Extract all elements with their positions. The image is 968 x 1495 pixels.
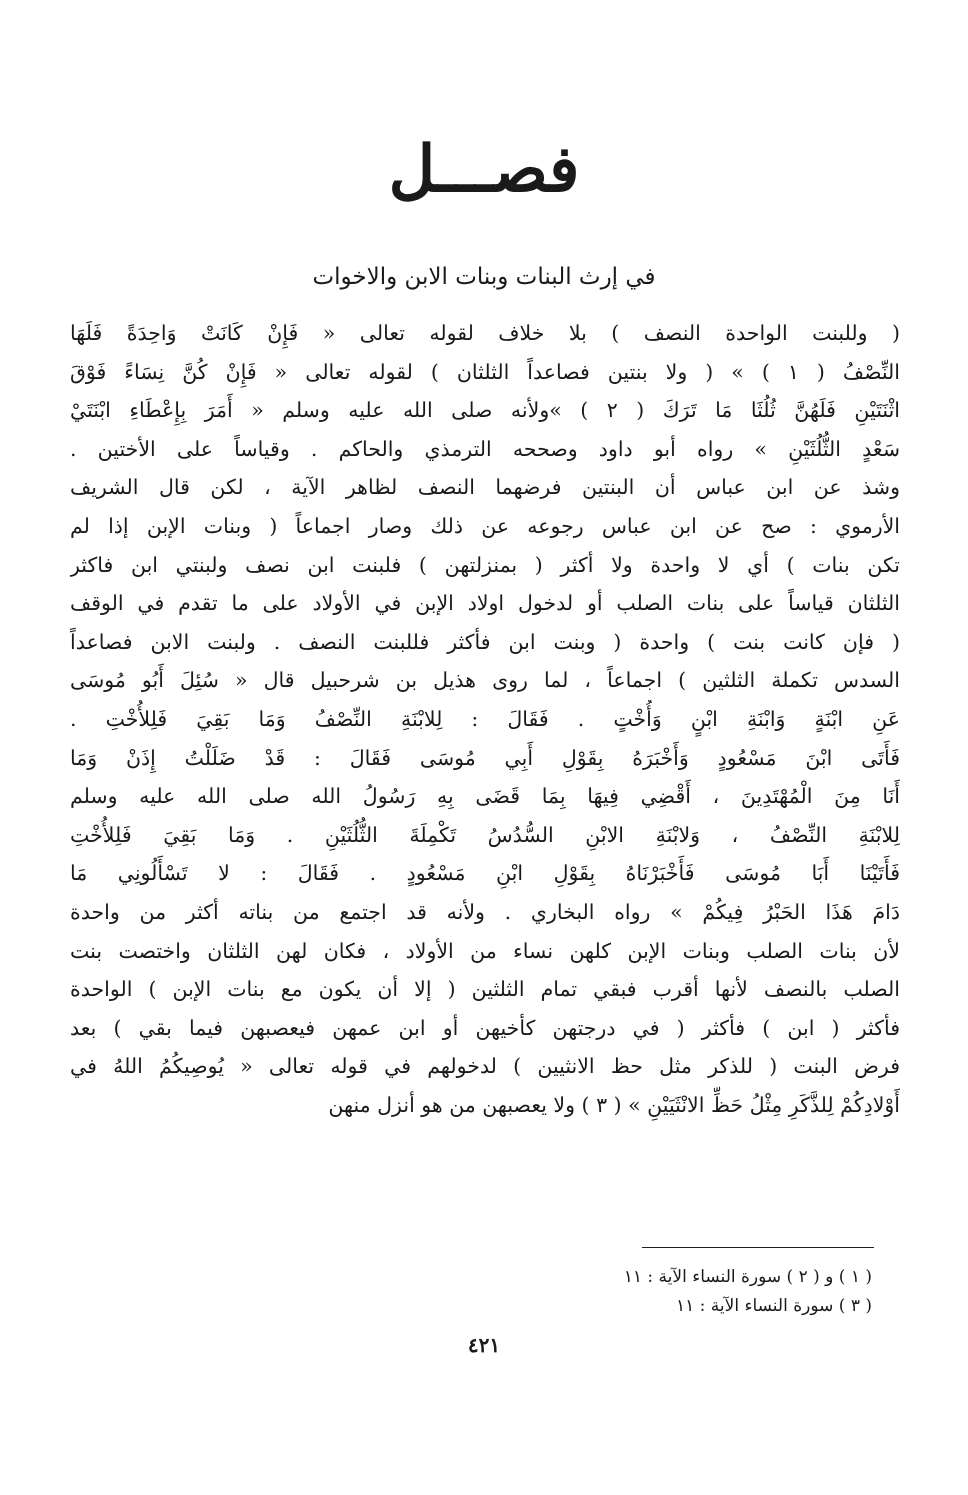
body-line: ( وللبنت الواحدة النصف ) بلا خلاف لقوله تعالى « فَإِنْ كَانَتْ وَاحِدَةً فَلَهَا (70, 321, 900, 345)
body-line: الصلب بالنصف لأنها أقرب فبقي تمام الثلثين ( إلا أن يكون مع بنات الإبن ) الواحدة (70, 977, 900, 1002)
body-text (70, 314, 900, 1124)
body-line: النِّصْفُ ( ١ ) » ( ولا بنتين فصاعداً الثلثان ) لقوله تعالى « فَإِنْ كُنَّ نِسَاءً فَوْقَ (70, 359, 900, 384)
chapter-title: فصـــل (388, 132, 580, 207)
footnotes (560, 1263, 872, 1321)
body-line: فأكثر ( ابن ) فأكثر ( في درجتهن كأخيهن أو ابن عمهن فيعصبهن فيما بقي ) بعد (70, 1015, 900, 1040)
footnote-divider (642, 1247, 874, 1248)
body-line: وشذ عن ابن عباس أن البنتين فرضهما النصف لظاهر الآية ، لكن قال الشريف (70, 475, 900, 500)
body-line: فرض البنت ( للذكر مثل حظ الانثيين ) لدخولهم في قوله تعالى « يُوصِيكُمُ اللهُ في (70, 1054, 900, 1079)
body-line: لأن بنات الصلب وبنات الإبن كلهن نساء من الأولاد ، فكان لهن الثلثان واختصت بنت (70, 938, 900, 963)
body-line: دَامَ هَذَا الحَبْرُ فِيكُمْ » رواه البخاري . ولأنه قد اجتمع من بناته أكثر من واحدة (70, 899, 900, 924)
body-line: تكن بنات ) أي لا واحدة ولا أكثر ( بمنزلتهن ) فلبنت ابن نصف ولبنتي ابن فاكثر (70, 552, 900, 577)
body-line: السدس تكملة الثلثين ) اجماعاً ، لما روى هذيل بن شرحبيل قال « سُئِلَ أَبُو مُوسَى (70, 668, 900, 693)
body-line: الثلثان قياساً على بنات الصلب أو لدخول اولاد الإبن في الأولاد على ما تقدم في الوقف (70, 591, 900, 616)
body-line: فَأَتَى ابْنَ مَسْعُودٍ وَأَخْبَرَهُ بِقَوْلِ أَبِي مُوسَى فَقَالَ : قَدْ ضَلَلْتُ إِذَنْ وَمَا (70, 745, 900, 770)
body-line: اثْنَتَيْنِ فَلَهُنَّ ثُلُثَا مَا تَرَكَ ( ٢ ) »ولأنه صلى الله عليه وسلم « أَمَرَ بِإِعْطَاءِ ابْنَتَيْ (70, 398, 900, 423)
body-line: أَنَا مِنَ الْمُهْتَدِينَ ، أَقْضِي فِيهَا بِمَا قَضَى بِهِ رَسُولُ الله صلى الله عليه وسلم (70, 784, 900, 809)
body-line: ( فإن كانت بنت ) واحدة ( وبنت ابن فأكثر فللبنت النصف . ولبنت الابن فصاعداً (70, 629, 900, 654)
body-line: سَعْدٍ الثُّلُثَيْنِ » رواه أبو داود وصححه الترمذي والحاكم . وقياساً على الأختين . (70, 436, 900, 461)
body-line: لِلابْنَةِ النِّصْفُ ، وَلابْنَةِ الابْنِ السُّدُسُ تَكْمِلَةَ الثُّلُثَيْنِ . وَمَا بَقِيَ فَلِلأُخْتِ (70, 822, 900, 847)
body-line: الأرموي : صح عن ابن عباس رجوعه عن ذلك وصار اجماعاً ( وبنات الإبن إذا لم (70, 513, 900, 538)
footnote: ( ٣ ) سورة النساء الآية : ١١ (675, 1296, 872, 1316)
body-line: عَنِ ابْنَةٍ وَابْنَةِ ابْنٍ وَأُخْتٍ . فَقَالَ : لِلابْنَةِ النِّصْفُ وَمَا بَقِيَ فَلِلأُخْتِ . (70, 706, 900, 731)
section-subtitle: في إرث البنات وبنات الابن والاخوات (312, 264, 656, 290)
body-line: أَوْلادِكُمْ لِلذَّكَرِ مِثْلُ حَظِّ الانْثَيَيْنِ » ( ٣ ) ولا يعصبهن من هو أنزل منهن (328, 1092, 900, 1117)
body-line: فَأَتَيْنَا أَبَا مُوسَى فَأَخْبَرْنَاهُ بِقَوْلِ ابْنِ مَسْعُودٍ . فَقَالَ : لا تَسْأَلُونِي مَا (70, 861, 900, 886)
page-number: ٤٢١ (467, 1333, 501, 1357)
footnote: ( ١ ) و ( ٢ ) سورة النساء الآية : ١١ (623, 1267, 872, 1287)
